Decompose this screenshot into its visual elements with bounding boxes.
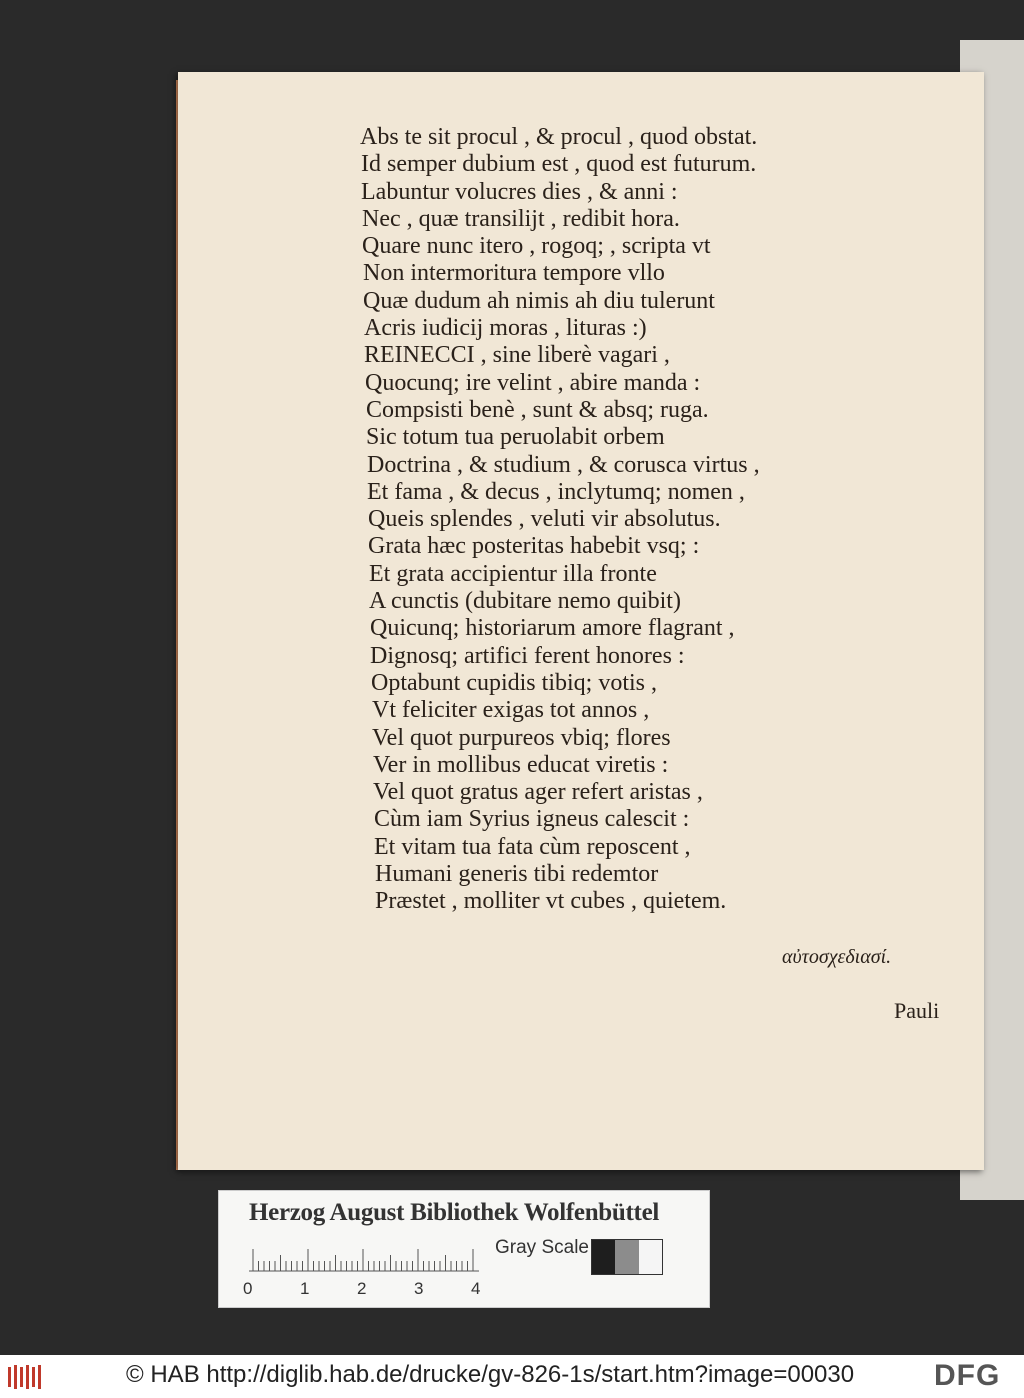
verse-line: Quicunq; historiarum amore flagrant , xyxy=(370,615,735,642)
ruler-number: 4 xyxy=(471,1279,481,1298)
footer-copyright-link[interactable]: © HAB http://diglib.hab.de/drucke/gv-826-1s/start.htm?image=00030 xyxy=(126,1361,855,1388)
verse-line: Compsisti benè , sunt & absq; ruga. xyxy=(366,396,709,423)
verse-line: Abs te sit procul , & procul , quod obstat. xyxy=(360,124,758,150)
verse-line: Sic totum tua peruolabit orbem xyxy=(366,424,665,451)
hab-logo-icon xyxy=(6,1363,48,1391)
verse-line: Quocunq; ire velint , abire manda : xyxy=(365,369,701,396)
signature: αὐτοσχεδιασί. xyxy=(782,946,892,968)
verse-line: Nec , quæ transilijt , redibit hora. xyxy=(362,205,680,232)
verse-text xyxy=(360,124,820,916)
verse-line: Et grata accipientur illa fronte xyxy=(369,560,657,587)
gray-swatch xyxy=(592,1240,615,1274)
verse-line: Et vitam tua fata cùm reposcent , xyxy=(374,833,691,860)
gray-swatch xyxy=(639,1240,662,1274)
verse-line: Grata hæc posteritas habebit vsq; : xyxy=(368,533,700,560)
verse-line: Vel quot purpureos vbiq; flores xyxy=(372,724,671,751)
footer-bar xyxy=(0,1355,1024,1398)
verse-line: Et fama , & decus , inclytumq; nomen , xyxy=(367,478,745,505)
ruler-number: 2 xyxy=(357,1279,367,1298)
ruler-scale xyxy=(249,1241,479,1273)
verse-line: Doctrina , & studium , & corusca virtus , xyxy=(367,451,760,478)
ruler-number: 1 xyxy=(300,1279,310,1298)
verse-line: Acris iudicij moras , lituras :) xyxy=(364,315,647,342)
verse-line: Non intermoritura tempore vllo xyxy=(363,260,665,287)
verse-line: Præstet , molliter vt cubes , quietem. xyxy=(375,888,727,915)
verse-line: Dignosq; artifici ferent honores : xyxy=(370,642,685,669)
library-name: Herzog August Bibliothek Wolfenbüttel xyxy=(249,1199,660,1226)
verse-line: A cunctis (dubitare nemo quibit) xyxy=(369,588,681,615)
verse-line: Optabunt cupidis tibiq; votis , xyxy=(371,669,657,696)
verse-line: Vt feliciter exigas tot annos , xyxy=(372,697,650,724)
gray-swatch xyxy=(615,1240,638,1274)
verse-line: Id semper dubium est , quod est futurum. xyxy=(361,151,757,178)
verse-line: REINECCI , sine liberè vagari , xyxy=(364,342,670,369)
verse-line: Ver in mollibus educat viretis : xyxy=(373,751,669,778)
verse-line: Queis splendes , veluti vir absolutus. xyxy=(368,506,721,533)
verse-line: Vel quot gratus ager refert aristas , xyxy=(373,779,703,806)
verse-line: Labuntur volucres dies , & anni : xyxy=(361,178,678,205)
gray-scale-swatches xyxy=(591,1239,663,1275)
verse-line: Quare nunc itero , rogoq; , scripta vt xyxy=(362,233,711,260)
calibration-card xyxy=(218,1190,710,1308)
gray-scale-label: Gray Scale xyxy=(495,1237,589,1258)
ruler-number: 0 xyxy=(243,1279,253,1298)
verse-line: Cùm iam Syrius igneus calescit : xyxy=(374,806,690,833)
dfg-logo: DFG xyxy=(934,1359,1001,1392)
ruler-number: 3 xyxy=(414,1279,424,1298)
catchword: Pauli xyxy=(894,998,940,1023)
verse-line: Quæ dudum ah nimis ah diu tulerunt xyxy=(363,287,715,314)
verse-line: Humani generis tibi redemtor xyxy=(375,861,659,888)
